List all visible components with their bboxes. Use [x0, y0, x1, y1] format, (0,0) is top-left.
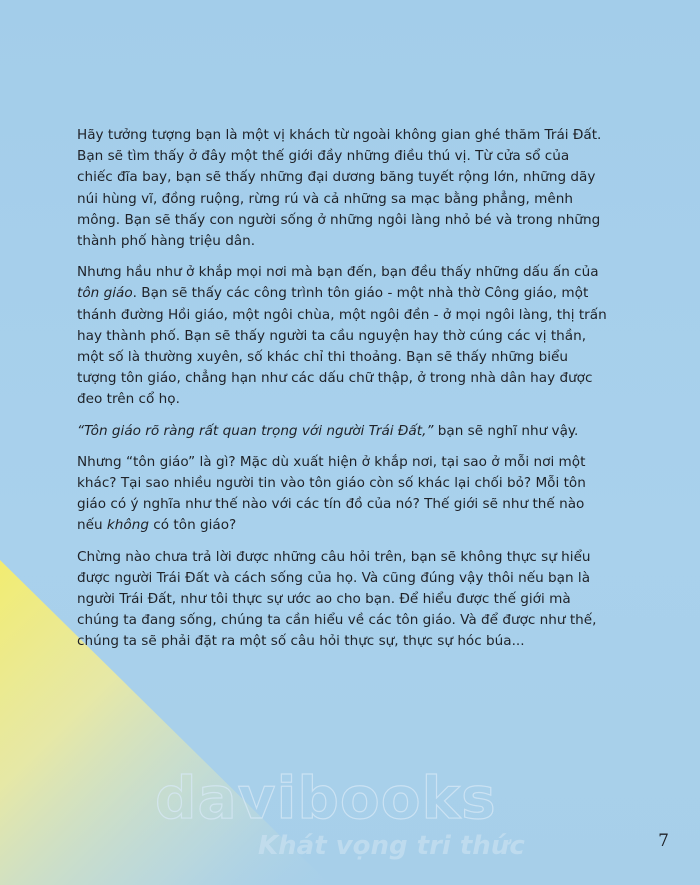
paragraph-1: Hãy tưởng tượng bạn là một vị khách từ ngoài không gian ghé thăm Trái Đất. Bạn sẽ tìm thấy ở đây một thế giới đầy những điều thú vị. Từ cửa sổ của chiếc đĩa bay, bạn sẽ thấy những đại dương băng tuyết rộng lớn, những dãy núi hùng vĩ, đồng ruộng, rừng rú và cả những sa mạc bằng phẳng, mênh mông. Bạn sẽ thấy con người sống ở những ngôi làng nhỏ bé và trong những thành phố hàng triệu dân.: [77, 127, 602, 250]
paragraph-3: “Tôn giáo rõ ràng rất quan trọng với người Trái Đất,” bạn sẽ nghĩ như vậy.: [77, 422, 579, 439]
emphasis-not: không: [106, 517, 149, 534]
publisher-watermark: [155, 764, 575, 878]
paragraph-2: Nhưng hầu như ở khắp mọi nơi mà bạn đến, bạn đều thấy những dấu ấn của tôn giáo. Bạn sẽ thấy các công trình tôn giáo - một nhà thờ Công giáo, một thánh đường Hồi giáo, một ngôi chùa, một ngôi đền - ở mọi ngôi làng, thị trấn hay thành phố. Bạn sẽ thấy người ta cầu nguyện hay thờ cúng các vị thần, một số là thường xuyên, số khác chỉ thi thoảng. Bạn sẽ thấy những biểu tượng tôn giáo, chẳng hạn như các dấu chữ thập, ở trong nhà dân hay được đeo trên cổ họ.: [77, 264, 607, 408]
emphasis-religion: tôn giáo: [77, 285, 133, 302]
watermark-slogan: Khát vọng tri thức: [258, 831, 525, 861]
watermark-brand: davibooks: [155, 764, 497, 832]
paragraph-4: Nhưng “tôn giáo” là gì? Mặc dù xuất hiện ở khắp nơi, tại sao ở mỗi nơi một khác? Tại sao nhiều người tin vào tôn giáo còn số khác lại chối bỏ? Mỗi tôn giáo có ý nghĩa như thế nào với các tín đồ của nó? Thế giới sẽ như thế nào nếu không có tôn giáo?: [77, 453, 586, 534]
page-number: 7: [658, 831, 669, 851]
quote-emphasis: “Tôn giáo rõ ràng rất quan trọng với người Trái Đất,”: [77, 422, 434, 439]
paragraph-5: Chừng nào chưa trả lời được những câu hỏi trên, bạn sẽ không thực sự hiểu được người Trái Đất và cách sống của họ. Và cũng đúng vậy thôi nếu bạn là người Trái Đất, như tôi thực sự ước ao cho bạn. Để hiểu được thế giới mà chúng ta đang sống, chúng ta cần hiểu về các tôn giáo. Và để được như thế, chúng ta sẽ phải đặt ra một số câu hỏi thực sự, thực sự hóc búa...: [77, 548, 597, 650]
body-text: [77, 125, 607, 663]
